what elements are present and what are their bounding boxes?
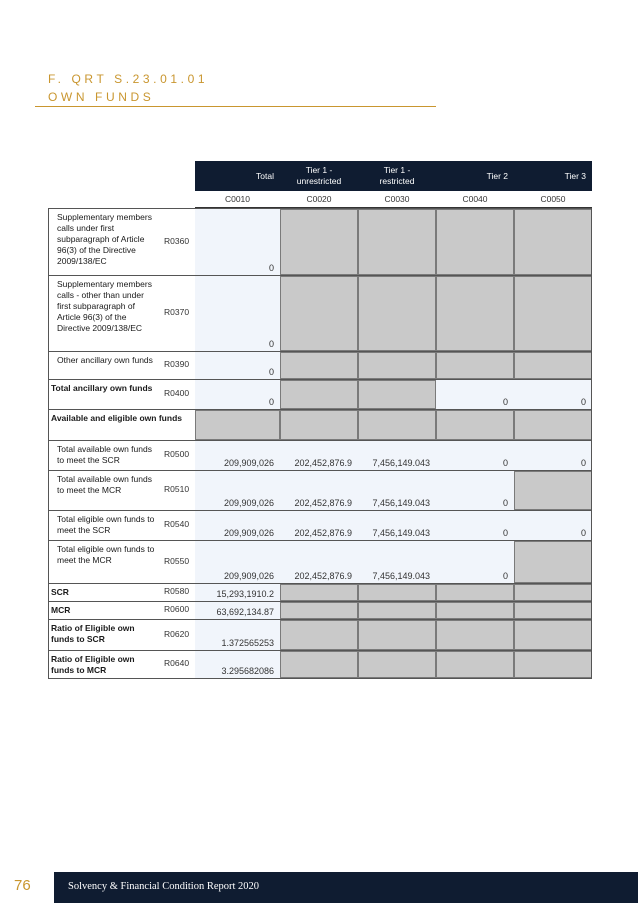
col-header-tier3: Tier 3: [564, 170, 586, 181]
shaded-cell: [280, 276, 358, 351]
shaded-cell: [358, 620, 436, 650]
row-right-border: [591, 511, 592, 541]
footer-report-title: Solvency & Financial Condition Report 2020: [68, 881, 260, 892]
shaded-cell: [436, 584, 514, 601]
row-right-border: [591, 584, 592, 602]
shaded-cell: [436, 276, 514, 351]
table-row: [48, 351, 592, 379]
row-left-border: [48, 380, 49, 410]
value-cell: [358, 471, 436, 510]
table-row: [48, 409, 592, 440]
value-cell: [436, 441, 514, 470]
shaded-cell: [280, 352, 358, 379]
row-label: SCR: [51, 587, 69, 597]
cell-value: 1.372565253: [221, 638, 274, 648]
cell-value: 15,293,1910.2: [216, 589, 274, 599]
row-left-border: [48, 276, 49, 352]
shaded-cell: [514, 602, 592, 619]
col-header-tier1-restricted: Tier 1 - restricted: [379, 165, 415, 186]
table-bottom-rule: [48, 678, 592, 679]
shaded-cell: [514, 352, 592, 379]
row-label: Other ancillary own funds: [57, 355, 153, 365]
cell-value: 7,456,149.043: [372, 571, 430, 581]
cell-value: 209,909,026: [223, 458, 274, 468]
row-right-border: [591, 620, 592, 651]
row-label: Total eligible own funds to meet the SCR: [57, 514, 155, 535]
shaded-cell: [514, 651, 592, 678]
row-right-border: [591, 441, 592, 471]
value-cell: [514, 441, 592, 470]
section-title-line1: F. QRT S.23.01.01: [48, 72, 209, 86]
row-code: R0370: [164, 307, 190, 317]
row-left-border: [48, 511, 49, 541]
shaded-cell: [514, 584, 592, 601]
row-label: Total ancillary own funds: [51, 383, 153, 393]
value-cell: [280, 471, 358, 510]
shaded-cell: [358, 651, 436, 678]
row-code: R0550: [164, 556, 190, 566]
row-label: Total available own funds to meet the SCR: [57, 444, 152, 465]
value-cell: [436, 471, 514, 510]
row-right-border: [591, 209, 592, 276]
shaded-cell: [436, 602, 514, 619]
value-cell: [358, 511, 436, 540]
table-row: [48, 470, 592, 510]
cell-value: 7,456,149.043: [372, 528, 430, 538]
col-header-tier1-unrestricted: Tier 1 - unrestricted: [296, 165, 342, 186]
cell-value: 7,456,149.043: [372, 498, 430, 508]
row-label: Total eligible own funds to meet the MCR: [57, 544, 155, 565]
row-code: R0360: [164, 236, 190, 246]
row-code: R0510: [164, 484, 190, 494]
shaded-cell: [514, 471, 592, 510]
page-number: 76: [14, 877, 31, 894]
value-cell: [195, 651, 280, 678]
value-cell: [514, 380, 592, 409]
value-cell: [358, 541, 436, 583]
value-cell: [358, 441, 436, 470]
cell-value: 202,452,876.9: [294, 458, 352, 468]
footer-bar: [54, 872, 638, 903]
table-row: [48, 275, 592, 351]
row-left-border: [48, 352, 49, 380]
row-left-border: [48, 541, 49, 584]
cell-value: 0: [580, 397, 586, 407]
row-label: Supplementary members calls under first subparagraph of Article 96(3) of the Directive 2009/138/EC: [57, 212, 152, 266]
shaded-cell: [514, 541, 592, 583]
row-left-border: [48, 471, 49, 511]
value-cell: [195, 441, 280, 470]
cell-value: 7,456,149.043: [372, 458, 430, 468]
row-left-border: [48, 441, 49, 471]
row-label: Ratio of Eligible own funds to SCR: [51, 623, 135, 644]
col-header-total: Total: [256, 170, 274, 181]
value-cell: [514, 511, 592, 540]
title-rule: [35, 106, 436, 107]
table-row: [48, 650, 592, 678]
shaded-cell: [280, 651, 358, 678]
row-right-border: [591, 602, 592, 620]
row-code: R0540: [164, 519, 190, 529]
value-cell: [195, 620, 280, 650]
col-code-c0020: C0020: [306, 194, 332, 204]
cell-value: 0: [268, 339, 274, 349]
value-cell: [436, 511, 514, 540]
cell-value: 0: [502, 571, 508, 581]
cell-value: 202,452,876.9: [294, 498, 352, 508]
row-right-border: [591, 541, 592, 584]
cell-value: 0: [502, 498, 508, 508]
shaded-cell: [436, 651, 514, 678]
value-cell: [436, 380, 514, 409]
col-header-tier2: Tier 2: [486, 170, 508, 181]
shaded-cell: [280, 380, 358, 409]
row-code: R0640: [164, 658, 190, 668]
shaded-cell: [280, 410, 358, 440]
row-left-border: [48, 209, 49, 276]
value-cell: [280, 511, 358, 540]
value-cell: [195, 511, 280, 540]
cell-value: 202,452,876.9: [294, 528, 352, 538]
row-label: Supplementary members calls - other than under first subparagraph of Article 96(3) of the Directive 2009/138/EC: [57, 279, 152, 333]
value-cell: [195, 352, 280, 379]
shaded-cell: [280, 209, 358, 275]
cell-value: 3.295682086: [221, 666, 274, 676]
cell-value: 209,909,026: [223, 498, 274, 508]
section-title: [48, 70, 208, 106]
shaded-cell: [358, 352, 436, 379]
col-code-c0010: C0010: [224, 194, 251, 204]
shaded-cell: [358, 584, 436, 601]
shaded-cell: [358, 380, 436, 409]
value-cell: [280, 441, 358, 470]
row-right-border: [591, 471, 592, 511]
row-code: R0400: [164, 388, 190, 398]
col-code-c0040: C0040: [462, 194, 488, 204]
page-footer: [0, 872, 638, 903]
cell-value: 0: [502, 458, 508, 468]
value-cell: [195, 584, 280, 601]
row-right-border: [591, 410, 592, 441]
row-label: MCR: [51, 605, 71, 615]
row-right-border: [591, 352, 592, 380]
table-row: [48, 440, 592, 470]
value-cell: [195, 380, 280, 409]
row-code: R0580: [164, 586, 190, 596]
cell-value: 0: [268, 263, 274, 273]
shaded-cell: [280, 584, 358, 601]
row-code: R0500: [164, 449, 190, 459]
table-row: [48, 540, 592, 583]
shaded-cell: [358, 276, 436, 351]
value-cell: [195, 209, 280, 275]
row-label: Total available own funds to meet the MCR: [57, 474, 152, 495]
cell-value: 0: [502, 528, 508, 538]
shaded-cell: [514, 620, 592, 650]
row-left-border: [48, 584, 49, 602]
shaded-cell: [358, 209, 436, 275]
table-row: [48, 208, 592, 275]
table-row: [48, 601, 592, 619]
col-code-c0030: C0030: [384, 194, 410, 204]
table-row: [48, 619, 592, 650]
cell-value: 0: [268, 397, 274, 407]
shaded-cell: [280, 602, 358, 619]
row-left-border: [48, 651, 49, 679]
value-cell: [195, 276, 280, 351]
value-cell: [195, 602, 280, 619]
row-code: R0390: [164, 359, 190, 369]
shaded-cell: [436, 620, 514, 650]
row-code: R0620: [164, 629, 190, 639]
row-code: R0600: [164, 604, 190, 614]
value-cell: [280, 541, 358, 583]
row-right-border: [591, 380, 592, 410]
cell-value: 0: [268, 367, 274, 377]
row-label: Available and eligible own funds: [51, 413, 182, 423]
cell-value: 0: [580, 528, 586, 538]
table-row: [48, 379, 592, 409]
cell-value: 63,692,134.87: [216, 607, 274, 617]
shaded-cell: [436, 410, 514, 440]
row-left-border: [48, 602, 49, 620]
row-label: Ratio of Eligible own funds to MCR: [51, 654, 135, 675]
row-right-border: [591, 651, 592, 679]
section-title-line2: OWN FUNDS: [48, 90, 155, 104]
shaded-cell: [358, 602, 436, 619]
table-row: [48, 510, 592, 540]
cell-value: 209,909,026: [223, 528, 274, 538]
shaded-cell: [195, 410, 280, 440]
cell-value: 0: [580, 458, 586, 468]
shaded-cell: [436, 352, 514, 379]
shaded-cell: [514, 276, 592, 351]
value-cell: [436, 541, 514, 583]
table-row: [48, 583, 592, 601]
col-code-c0050: C0050: [540, 194, 566, 204]
shaded-cell: [514, 209, 592, 275]
shaded-cell: [358, 410, 436, 440]
value-cell: [195, 541, 280, 583]
shaded-cell: [436, 209, 514, 275]
value-cell: [195, 471, 280, 510]
cell-value: 202,452,876.9: [294, 571, 352, 581]
cell-value: 209,909,026: [223, 571, 274, 581]
shaded-cell: [514, 410, 592, 440]
row-left-border: [48, 620, 49, 651]
row-left-border: [48, 410, 49, 441]
row-right-border: [591, 276, 592, 352]
cell-value: 0: [502, 397, 508, 407]
shaded-cell: [280, 620, 358, 650]
